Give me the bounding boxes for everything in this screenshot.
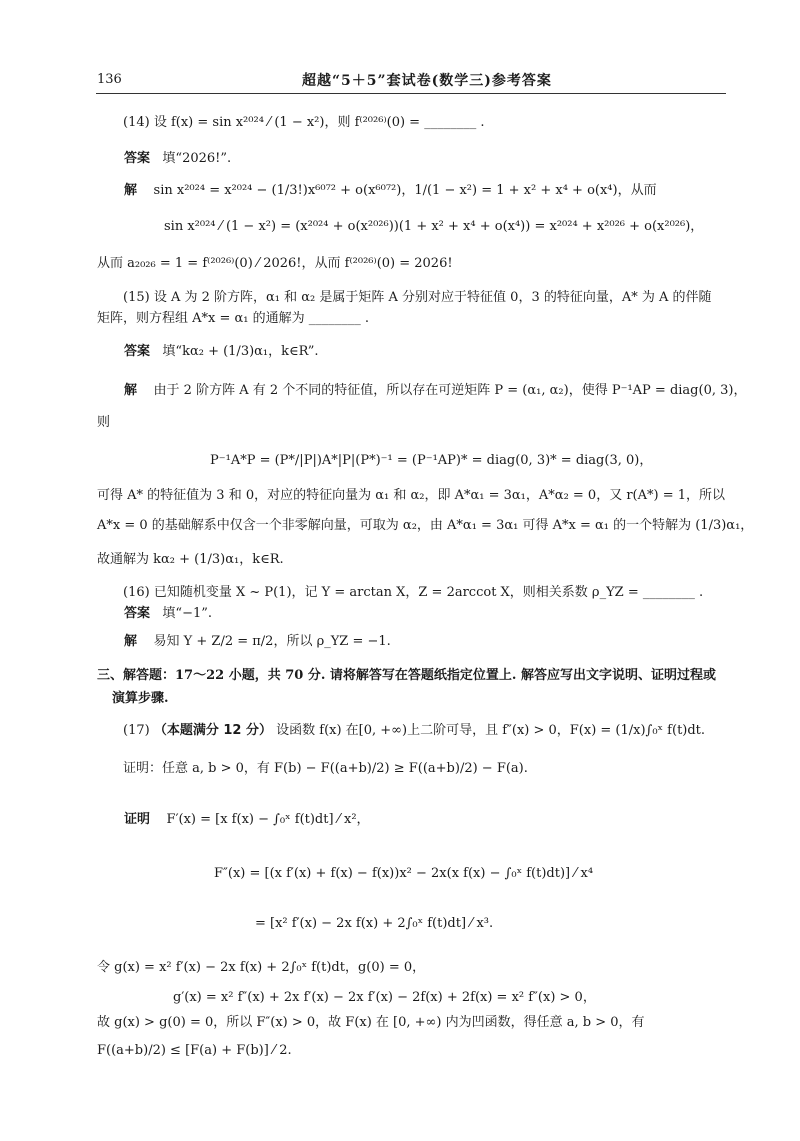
page-number: 136 <box>97 72 122 87</box>
q15-question-line-2: 矩阵，则方程组 A*x = α₁ 的通解为 ________ . <box>97 311 370 326</box>
q14-solution-line-1 <box>124 183 657 199</box>
q17-prove-statement: 证明：任意 a, b > 0，有 F(b) − F((a+b)/2) ≥ F((a+b)/2) − F(a). <box>123 761 528 776</box>
solution-text: 由于 2 阶方阵 A 有 2 个不同的特征值，所以存在可逆矩阵 P = (α₁, α₂)，使得 P⁻¹AP = diag(0, 3)， <box>153 383 747 398</box>
answer-text: 填“−1”. <box>162 606 213 621</box>
answer-label: 答案 <box>124 344 151 359</box>
q14-solution-line-3: 从而 a₂₀₂₆ = 1 = f⁽²⁰²⁶⁾(0) ⁄ 2026!，从而 f⁽²⁰²⁶⁾(0) = 2026! <box>97 256 453 271</box>
q17-text: 设函数 f(x) 在[0, +∞)上二阶可导，且 f″(x) > 0，F(x) = (1/x)∫₀ˣ f(t)dt. <box>276 723 706 738</box>
q15-solution-line-3: 可得 A* 的特征值为 3 和 0，对应的特征向量为 α₁ 和 α₂，即 A*α₁ = 3α₁，A*α₂ = 0，又 r(A*) = 1，所以 <box>97 488 726 503</box>
header-rule <box>96 93 726 94</box>
q14-answer <box>124 151 231 167</box>
q16-answer <box>124 606 212 622</box>
solution-label: 解 <box>124 183 138 198</box>
q17-proof-line-6: 故 g(x) > g(0) = 0，所以 F″(x) > 0，故 F(x) 在 [0, +∞) 内为凹函数，得任意 a, b > 0，有 <box>97 1015 645 1030</box>
q16-solution <box>124 634 391 650</box>
q17-proof-line-5: g′(x) = x² f″(x) + 2x f′(x) − 2x f′(x) − 2f(x) + 2f(x) = x² f″(x) > 0， <box>173 990 596 1005</box>
q15-solution-line-5: 故通解为 kα₂ + (1/3)α₁，k∈R. <box>97 552 284 567</box>
answer-text: 填“2026!”. <box>162 151 232 166</box>
q15-solution-line-4: A*x = 0 的基础解系中仅含一个非零解向量，可取为 α₂，由 A*α₁ = 3α₁ 可得 A*x = α₁ 的一个特解为 (1/3)α₁， <box>97 518 754 533</box>
q14-question: (14) 设 f(x) = sin x²⁰²⁴ ⁄ (1 − x²)，则 f⁽²⁰²⁶⁾(0) = ________ . <box>123 115 485 130</box>
answer-label: 答案 <box>124 606 151 621</box>
q15-solution-line-2: P⁻¹A*P = (P*/|P|)A*|P|(P*)⁻¹ = (P⁻¹AP)* = diag(0, 3)* = diag(3, 0)， <box>210 453 653 468</box>
q17-question <box>123 723 705 739</box>
q17-proof-line-1 <box>124 812 370 828</box>
q15-solution-line-1b: 则 <box>97 415 111 430</box>
solution-text: 易知 Y + Z/2 = π/2，所以 ρ_YZ = −1. <box>153 634 391 649</box>
q16-question: (16) 已知随机变量 X ~ P(1)，记 Y = arctan X，Z = 2arccot X，则相关系数 ρ_YZ = ________ . <box>123 585 704 600</box>
q17-proof-line-2: F″(x) = [(x f′(x) + f(x) − f(x))x² − 2x(x f(x) − ∫₀ˣ f(t)dt)] ⁄ x⁴ <box>214 866 594 881</box>
q17-proof-line-3: = [x² f′(x) − 2x f(x) + 2∫₀ˣ f(t)dt] ⁄ x³. <box>255 916 494 931</box>
page-title: 超越“5＋5”套试卷(数学三)参考答案 <box>302 73 552 89</box>
q15-question-line-1: (15) 设 A 为 2 阶方阵，α₁ 和 α₂ 是属于矩阵 A 分别对应于特征值 0，3 的特征向量，A* 为 A 的伴随 <box>123 290 712 305</box>
answer-label: 答案 <box>124 151 151 166</box>
q15-answer <box>124 344 319 360</box>
proof-text: F′(x) = [x f(x) − ∫₀ˣ f(t)dt] ⁄ x²， <box>166 812 370 827</box>
q17-proof-line-7: F((a+b)/2) ≤ [F(a) + F(b)] ⁄ 2. <box>97 1043 292 1058</box>
q15-solution-line-1 <box>124 383 746 399</box>
q14-solution-line-2: sin x²⁰²⁴ ⁄ (1 − x²) = (x²⁰²⁴ + o(x²⁰²⁶))(1 + x² + x⁴ + o(x⁴)) = x²⁰²⁴ + x²⁰²⁶ + o(x²⁰²⁶)， <box>164 219 704 234</box>
q17-score: （本题满分 12 分） <box>153 723 272 738</box>
solution-label: 解 <box>124 634 138 649</box>
section-3-heading-line-2: 演算步骤. <box>112 691 169 706</box>
q17-proof-line-4: 令 g(x) = x² f′(x) − 2x f(x) + 2∫₀ˣ f(t)dt，g(0) = 0， <box>97 960 426 975</box>
solution-text: sin x²⁰²⁴ = x²⁰²⁴ − (1/3!)x⁶⁰⁷² + o(x⁶⁰⁷²)，1/(1 − x²) = 1 + x² + x⁴ + o(x⁴)，从而 <box>153 183 657 198</box>
solution-label: 解 <box>124 383 138 398</box>
section-3-heading-line-1: 三、解答题：17～22 小题，共 70 分. 请将解答写在答题纸指定位置上. 解答应写出文字说明、证明过程或 <box>97 668 716 683</box>
q17-number: (17) <box>123 723 150 738</box>
proof-label: 证明 <box>124 812 151 827</box>
answer-text: 填“kα₂ + (1/3)α₁，k∈R”. <box>162 344 319 359</box>
